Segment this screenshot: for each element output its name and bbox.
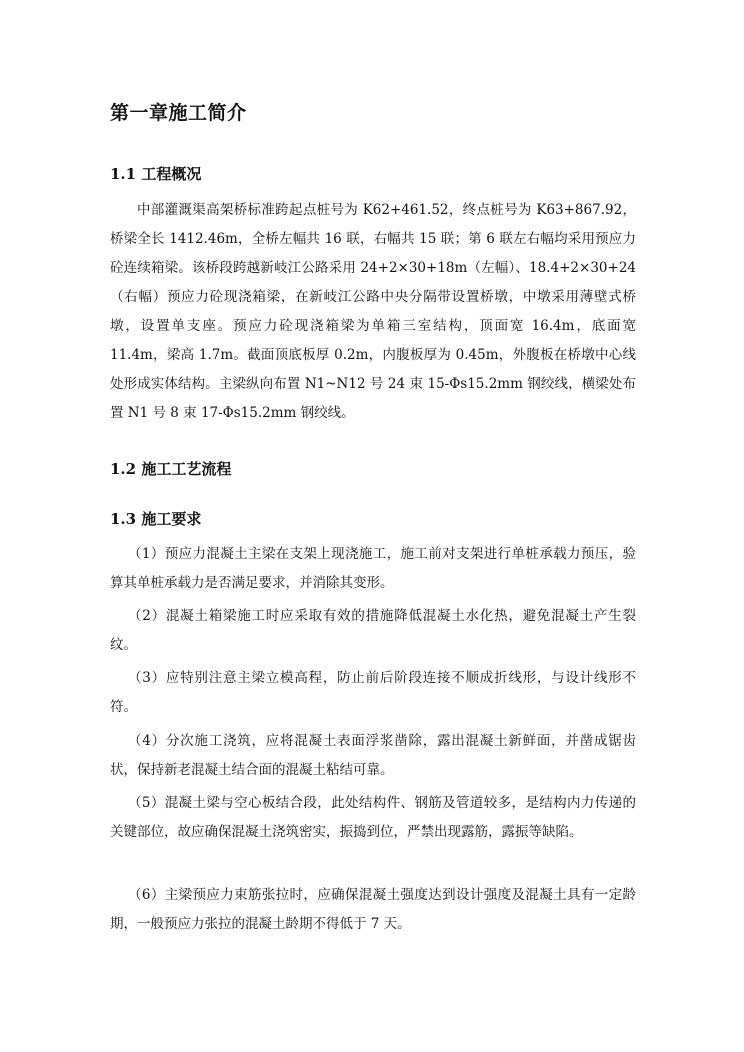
requirement-item-3: （3）应特别注意主梁立模高程，防止前后阶段连接不顺成折线形，与设计线形不符。 [110, 670, 636, 715]
chapter-title: 第一章施工简介 [110, 102, 247, 124]
section-title-1-3: 1.3 施工要求 [110, 510, 202, 528]
section-title-1-2: 1.2 施工工艺流程 [110, 460, 232, 478]
overview-paragraph: 中部灌溉渠高架桥标准跨起点桩号为 K62+461.52，终点桩号为 K63+867.92，桥梁全长 1412.46m，全桥左幅共 16 联，右幅共 15 联；第 6 联左右幅均采用预应力砼连续箱梁。该桥段跨越新岐江公路采用 24+2×30+18m（左幅）、18.4+2×30+24（右幅）预应力砼现浇箱梁，在新岐江公路中央分隔带设置桥墩，中墩采用薄壁式桥墩，设置单支座。预应力砼现浇箱梁为单箱三室结构，顶面宽 16.4m，底面宽 11.4m，梁高 1.7m。截面顶底板厚 0.2m，内腹板厚为 0.45m，外腹板在桥墩中心线处形成实体结构。主梁纵向布置 N1~N12 号 24 束 15-Φs15.2mm 钢绞线，横梁处布置 N1 号 8 束 17-Φs15.2mm 钢绞线。 [110, 202, 636, 421]
section-title-1-1: 1.1 工程概况 [110, 165, 202, 183]
requirement-item-1: （1）预应力混凝土主梁在支架上现浇施工，施工前对支架进行单桩承载力预压，验算其单桩承载力是否满足要求，并消除其变形。 [110, 546, 636, 591]
requirement-item-4: （4）分次施工浇筑，应将混凝土表面浮浆凿除，露出混凝土新鲜面，并凿成锯齿状，保持新老混凝土结合面的混凝土粘结可靠。 [110, 733, 636, 778]
requirement-item-6: （6）主梁预应力束筋张拉时，应确保混凝土强度达到设计强度及混凝土具有一定龄期，一般预应力张拉的混凝土龄期不得低于 7 天。 [110, 887, 636, 932]
requirement-item-5: （5）混凝土梁与空心板结合段，此处结构件、钢筋及管道较多，是结构内力传递的关键部位，故应确保混凝土浇筑密实，振捣到位，严禁出现露筋，露振等缺陷。 [110, 795, 636, 840]
requirement-item-2: （2）混凝土箱梁施工时应采取有效的措施降低混凝土水化热，避免混凝土产生裂纹。 [110, 608, 636, 653]
